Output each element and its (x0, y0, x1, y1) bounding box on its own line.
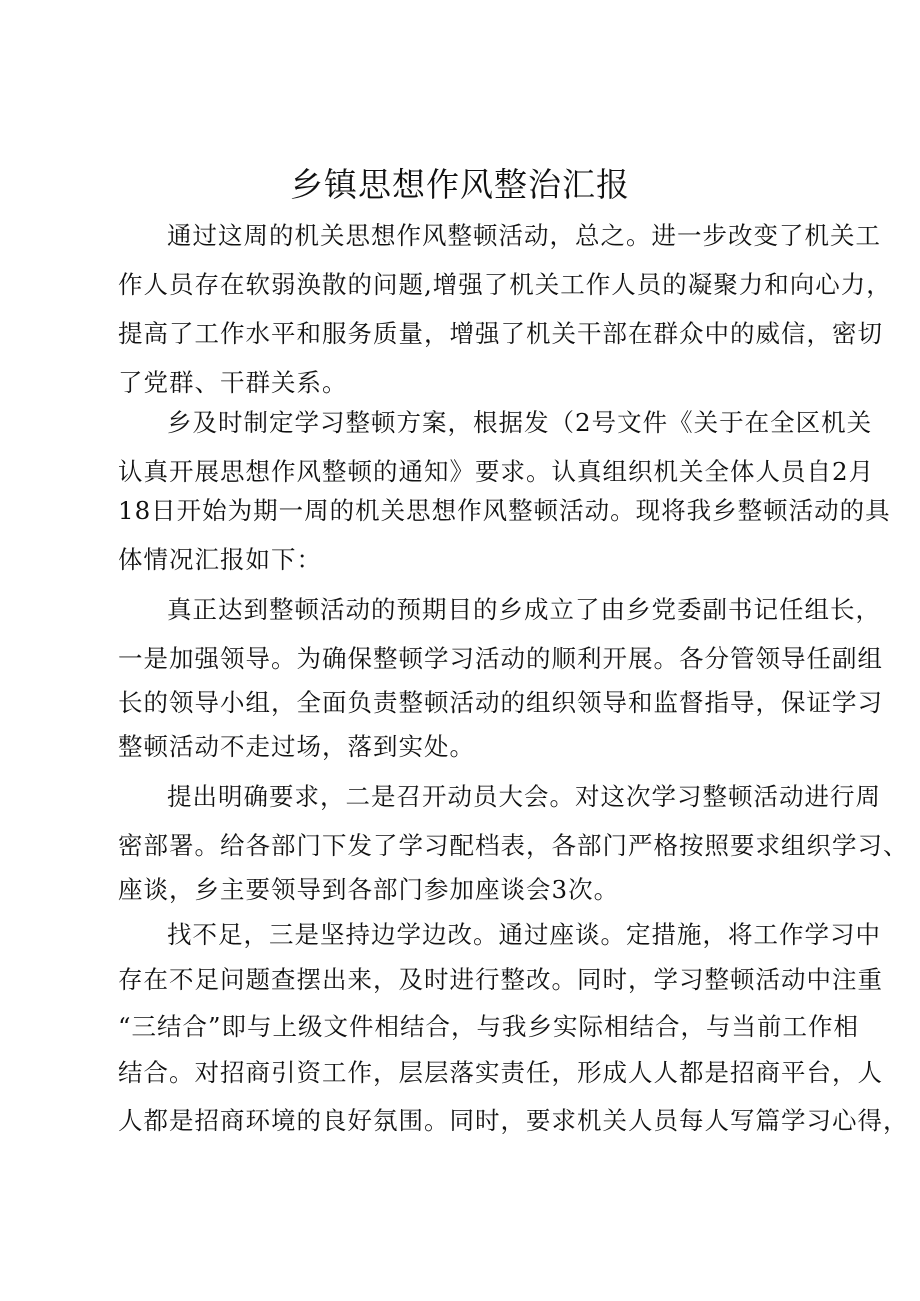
paragraph-1-line-1: 通过这周的机关思想作风整顿活动，总之。进一步改变了机关工 (167, 221, 881, 250)
paragraph-3-line-1: 真正达到整顿活动的预期目的乡成立了由乡党委副书记任组长， (167, 595, 881, 624)
paragraph-1-line-3: 提高了工作水平和服务质量，增强了机关干部在群众中的威信，密切 (118, 319, 883, 348)
paragraph-4-line-1: 提出明确要求，二是召开动员大会。对这次学习整顿活动进行周 (167, 782, 881, 811)
paragraph-3-line-2: 一是加强领导。为确保整顿学习活动的顺利开展。各分管领导任副组 (118, 644, 883, 673)
paragraph-2-line-2: 认真开展思想作风整顿的通知》要求。认真组织机关全体人员自2月 (118, 457, 875, 486)
paragraph-4-line-3: 座谈，乡主要领导到各部门参加座谈会3次。 (118, 875, 620, 904)
paragraph-5-line-5: 人都是招商环境的良好氛围。同时，要求机关人员每人写篇学习心得， (118, 1106, 909, 1135)
paragraph-5-line-3: “三结合”即与上级文件相结合，与我乡实际相结合，与当前工作相 (118, 1012, 860, 1041)
paragraph-4-line-2: 密部署。给各部门下发了学习配档表，各部门严格按照要求组织学习、 (118, 831, 909, 860)
paragraph-1-line-4: 了党群、干群关系。 (118, 368, 348, 397)
paragraph-2-line-3: 18日开始为期一周的机关思想作风整顿活动。现将我乡整顿活动的具 (118, 496, 891, 525)
paragraph-5-line-1: 找不足，三是坚持边学边改。通过座谈。定措施，将工作学习中 (167, 920, 881, 949)
paragraph-5-line-4: 结合。对招商引资工作，层层落实责任，形成人人都是招商平台，人 (118, 1058, 883, 1087)
paragraph-5-line-2: 存在不足问题查摆出来，及时进行整改。同时，学习整顿活动中注重 (118, 965, 883, 994)
document-title: 乡镇思想作风整治汇报 (290, 165, 630, 204)
paragraph-2-line-1: 乡及时制定学习整顿方案，根据发（2号文件《关于在全区机关 (167, 408, 873, 437)
paragraph-3-line-3: 长的领导小组，全面负责整顿活动的组织领导和监督指导，保证学习 (118, 688, 883, 717)
paragraph-2-line-4: 体情况汇报如下： (118, 545, 322, 574)
paragraph-1-line-2: 作人员存在软弱涣散的问题,增强了机关工作人员的凝聚力和向心力， (118, 270, 892, 299)
paragraph-3-line-4: 整顿活动不走过场，落到实处。 (118, 732, 475, 761)
